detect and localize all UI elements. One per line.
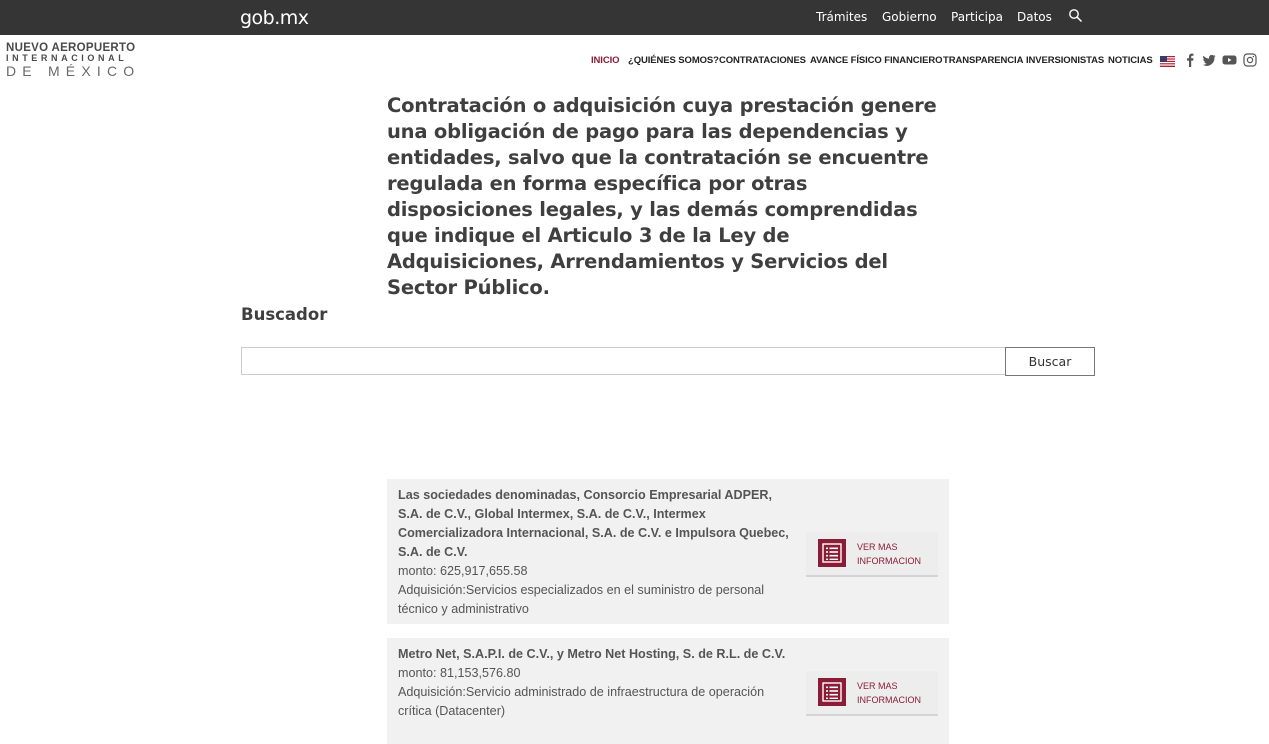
- nav-quienes-somos[interactable]: ¿QUIÉNES SOMOS?: [628, 55, 719, 66]
- result-adquisicion: Adquisición:Servicio administrado de infraestructura de operación crítica (Datacenter): [398, 685, 765, 718]
- result-company-name: Las sociedades denominadas, Consorcio Empresarial ADPER, S.A. de C.V., Global Intermex, S.A. de C.V., Intermex Comercializadora Internacional, S.A. de C.V. e Impulsora Quebec, S.A. de C.V.: [398, 488, 789, 559]
- ver-mas-label: VER MAS INFORMACION: [857, 542, 921, 566]
- gob-mx-logo[interactable]: gob.mx: [240, 7, 309, 29]
- result-monto: monto: 625,917,655.58: [398, 564, 528, 578]
- nav-inicio[interactable]: INICIO: [591, 55, 620, 66]
- search-input[interactable]: [241, 347, 1005, 375]
- result-card: [387, 479, 949, 624]
- page-title: Contratación o adquisición cuya prestación genere una obligación de pago para las dependencias y entidades, salvo que la contratación se encuentre regulada en forma específica por otras disposiciones legales, y las demás comprendidas que indique el Articulo 3 de la Ley de Adquisiciones, Arrendamientos y Servicios del Sector Público.: [387, 94, 937, 299]
- search-label: Buscador: [241, 305, 328, 324]
- logo-line-3: DE MÉXICO: [6, 63, 141, 79]
- list-document-icon: [818, 678, 846, 706]
- search-icon[interactable]: [1068, 8, 1084, 24]
- instagram-icon[interactable]: [1243, 53, 1257, 67]
- gob-nav-participa[interactable]: Participa: [951, 10, 1003, 24]
- nav-noticias[interactable]: NOTICIAS: [1108, 55, 1153, 66]
- youtube-icon[interactable]: [1222, 53, 1236, 67]
- result-body: [398, 645, 793, 721]
- gob-top-bar: [0, 0, 1269, 35]
- gob-nav-datos[interactable]: Datos: [1017, 10, 1052, 24]
- result-adquisicion: Adquisición:Servicios especializados en el suministro de personal técnico y administrativo: [398, 583, 765, 616]
- nav-avance-fisico-financiero[interactable]: AVANCE FÍSICO FINANCIERO: [810, 55, 943, 66]
- result-card: [387, 638, 949, 744]
- search-button[interactable]: Buscar: [1005, 347, 1095, 376]
- ver-mas-label: VER MAS INFORMACION: [857, 681, 921, 705]
- nav-transparencia[interactable]: TRANSPARENCIA: [943, 55, 1024, 66]
- nav-contrataciones[interactable]: CONTRATACIONES: [719, 55, 806, 66]
- nav-inversionistas[interactable]: INVERSIONISTAS: [1026, 55, 1105, 66]
- result-body: [398, 486, 793, 619]
- logo-line-1: NUEVO AEROPUERTO: [6, 42, 136, 54]
- logo-line-2: INTERNACIONAL: [6, 53, 128, 63]
- result-company-name: Metro Net, S.A.P.I. de C.V., y Metro Net Hosting, S. de R.L. de C.V.: [398, 647, 786, 661]
- twitter-icon[interactable]: [1202, 53, 1216, 67]
- ver-mas-informacion-button[interactable]: [806, 671, 938, 716]
- gob-nav-tramites[interactable]: Trámites: [816, 10, 868, 24]
- list-document-icon: [818, 539, 846, 567]
- ver-mas-informacion-button[interactable]: [806, 532, 938, 577]
- gob-nav-gobierno[interactable]: Gobierno: [882, 10, 937, 24]
- facebook-icon[interactable]: [1183, 53, 1197, 67]
- naim-logo[interactable]: [6, 42, 156, 78]
- us-flag-icon[interactable]: [1160, 54, 1175, 65]
- result-monto: monto: 81,153,576.80: [398, 666, 521, 680]
